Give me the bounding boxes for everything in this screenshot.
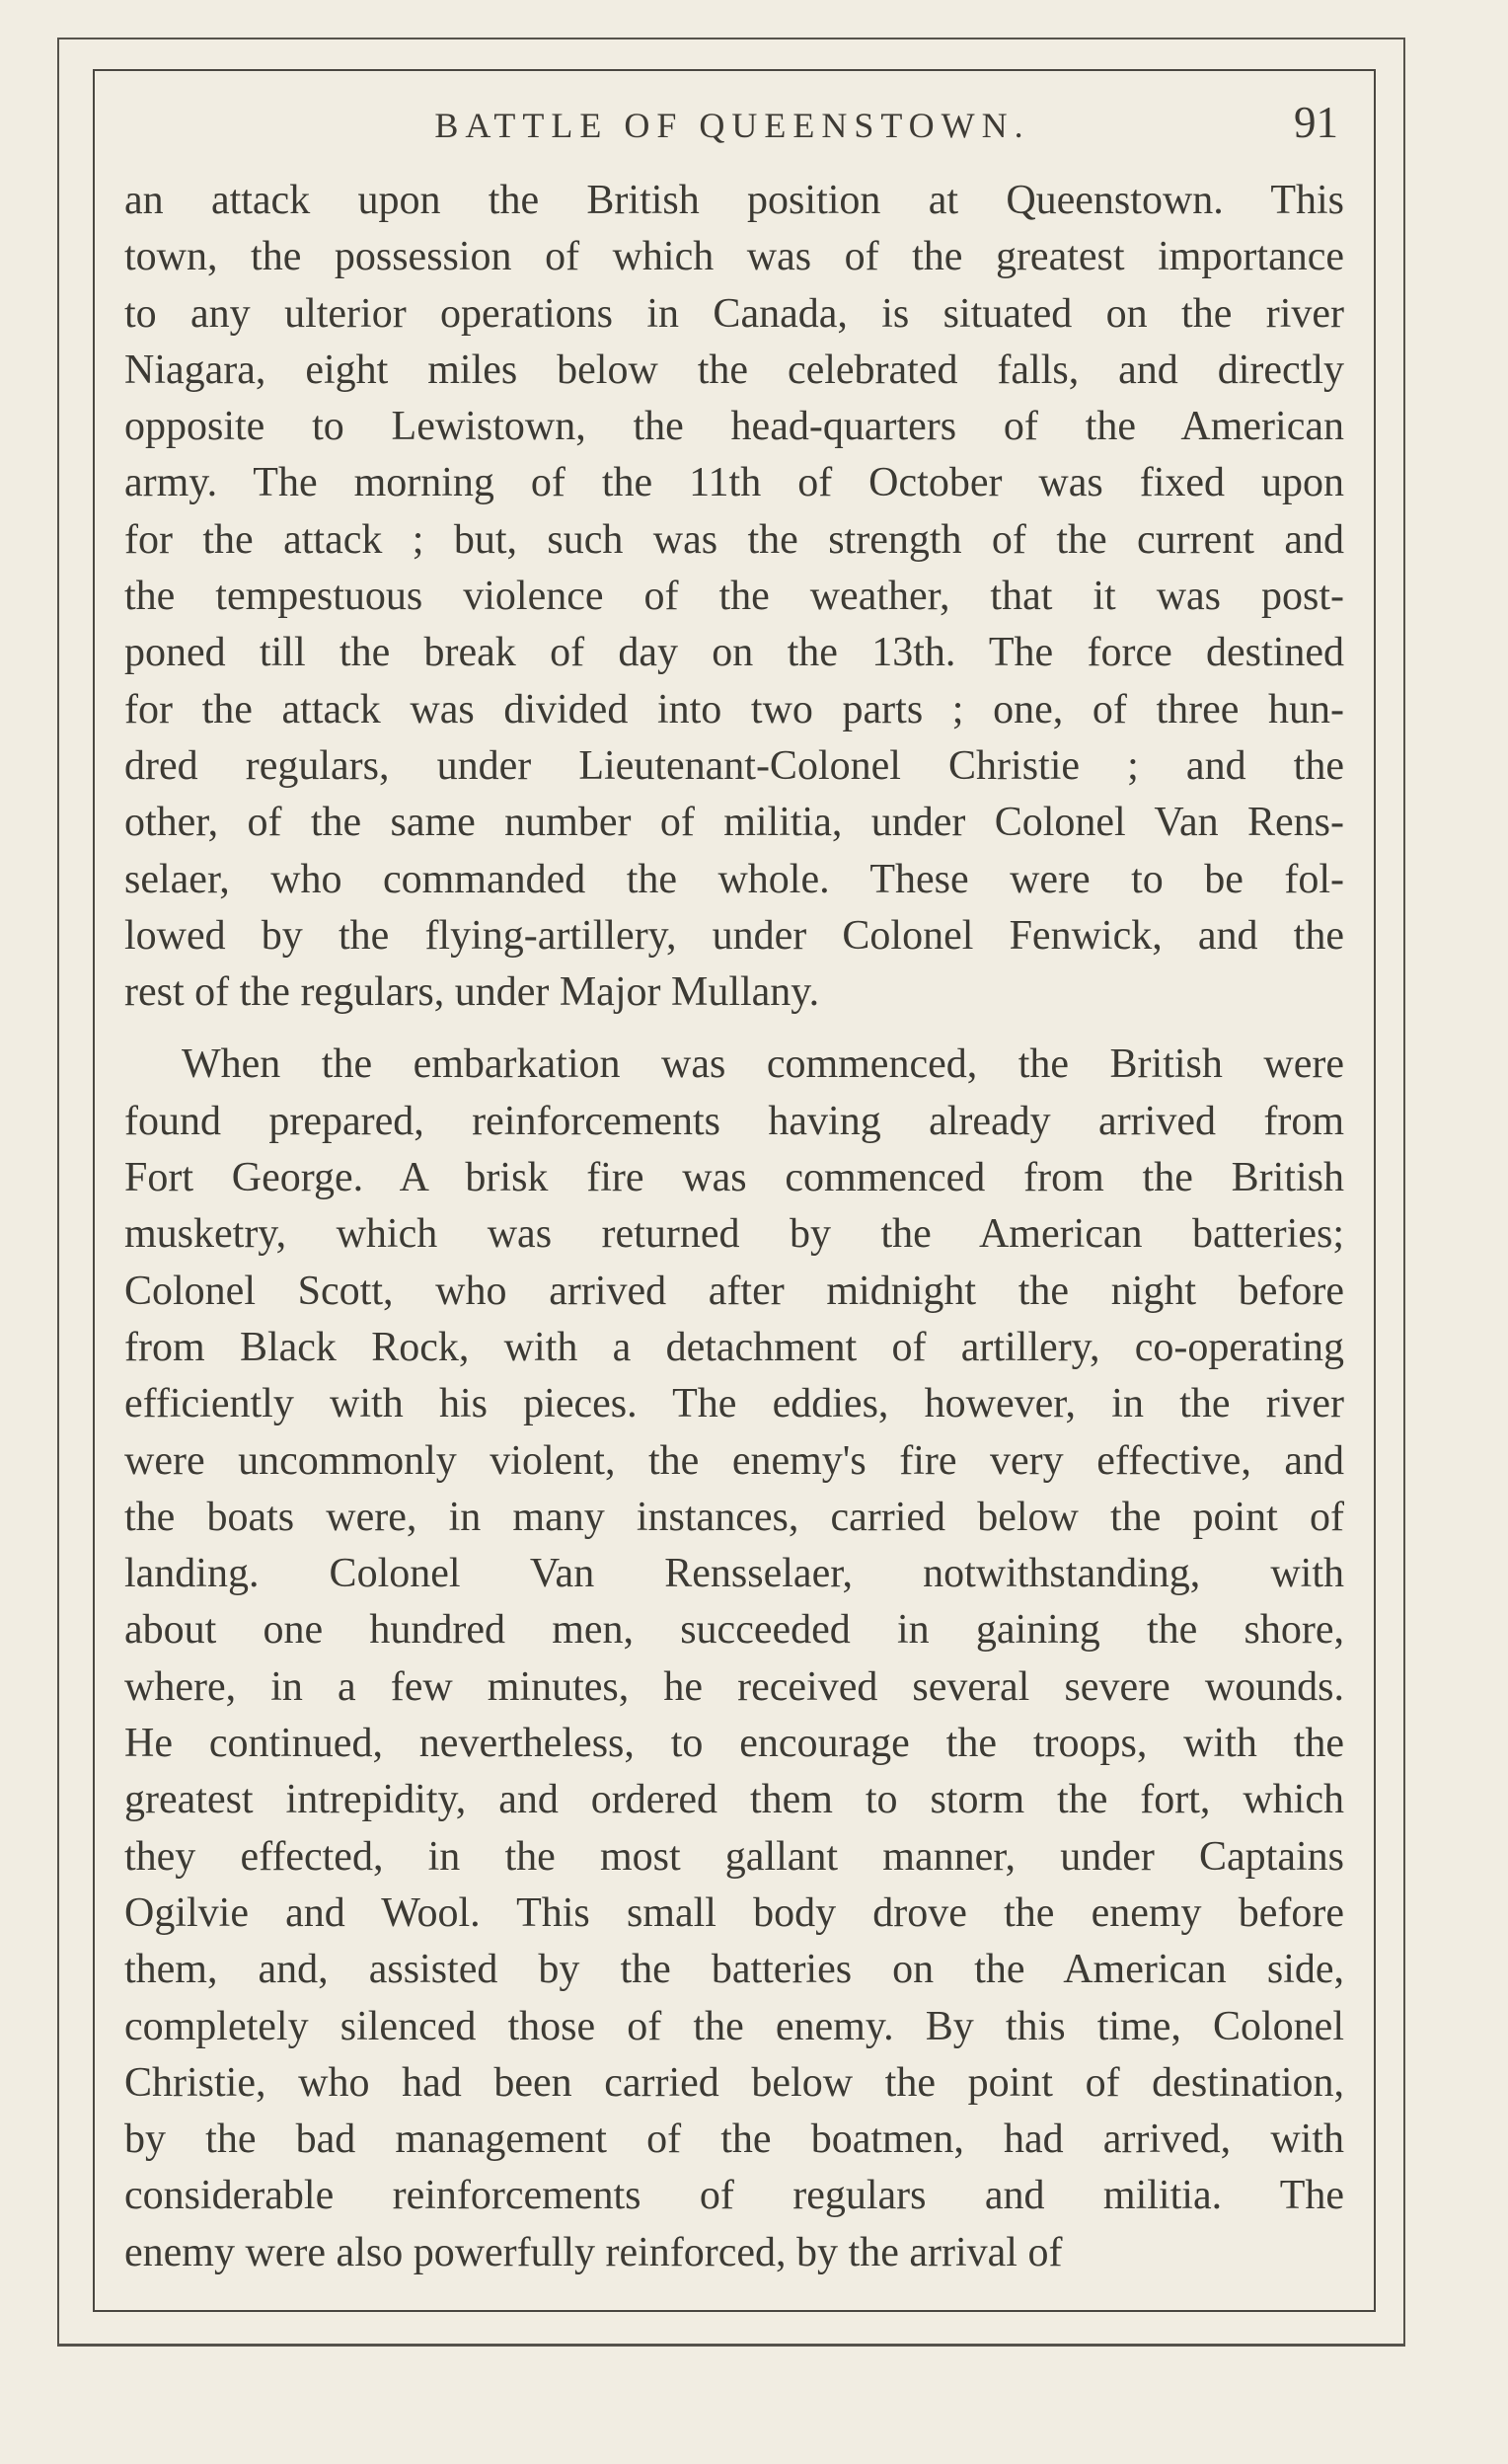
- text-line: opposite to Lewistown, the head-quarters of the American: [124, 404, 1344, 450]
- text-line: Fort George. A brisk fire was commenced from the British: [124, 1155, 1344, 1201]
- text-line: rest of the regulars, under Major Mullany.: [124, 969, 820, 1016]
- text-line: selaer, who commanded the whole. These were to be fol-: [124, 856, 1344, 902]
- running-head: [120, 97, 1344, 156]
- text-line: efficiently with his pieces. The eddies, however, in the river: [124, 1381, 1344, 1427]
- text-line: enemy were also powerfully reinforced, by the arrival of: [124, 2229, 1063, 2275]
- text-line: an attack upon the British position at Queenstown. This: [124, 178, 1344, 223]
- text-line: lowed by the flying-artillery, under Colonel Fenwick, and the: [124, 912, 1344, 959]
- text-line: completely silenced those of the enemy. By this time, Colonel: [124, 2003, 1344, 2049]
- text-line: Colonel Scott, who arrived after midnight the night before: [124, 1268, 1344, 1314]
- text-line: they effected, in the most gallant manner, under Captains: [124, 1833, 1344, 1880]
- text-line: to any ulterior operations in Canada, is situated on the river: [124, 290, 1344, 337]
- text-line: for the attack ; but, such was the strength of the current and: [124, 516, 1344, 563]
- text-line: army. The morning of the 11th of October was fixed upon: [124, 460, 1344, 506]
- text-line: found prepared, reinforcements having already arrived from: [124, 1098, 1344, 1144]
- text-line: Christie, who had been carried below the point of destination,: [124, 2059, 1344, 2106]
- chapter-running-title: BATTLE OF QUEENSTOWN.: [434, 106, 1030, 145]
- paragraph-2: [124, 1037, 1344, 2281]
- text-line: were uncommonly violent, the enemy's fire very effective, and: [124, 1437, 1344, 1484]
- text-line: greatest intrepidity, and ordered them to storm the fort, which: [124, 1777, 1344, 1823]
- text-line: from Black Rock, with a detachment of artillery, co-operating: [124, 1324, 1344, 1370]
- text-line: the boats were, in many instances, carried below the point of: [124, 1494, 1344, 1540]
- text-line: poned till the break of day on the 13th. The force destined: [124, 630, 1344, 676]
- text-line: Ogilvie and Wool. This small body drove the enemy before: [124, 1889, 1344, 1936]
- text-line: by the bad management of the boatmen, had arrived, with: [124, 2117, 1344, 2163]
- body-text: [124, 173, 1344, 2281]
- text-line: them, and, assisted by the batteries on the American side,: [124, 1947, 1344, 1993]
- text-line: the tempestuous violence of the weather, that it was post-: [124, 574, 1344, 620]
- page-number: 91: [1294, 98, 1338, 147]
- text-line: musketry, which was returned by the American batteries;: [124, 1211, 1344, 1258]
- text-line: He continued, nevertheless, to encourage the troops, with the: [124, 1721, 1344, 1767]
- text-line: about one hundred men, succeeded in gaining the shore,: [124, 1607, 1344, 1654]
- text-line: Niagara, eight miles below the celebrated falls, and directly: [124, 346, 1344, 393]
- text-line: town, the possession of which was of the greatest importance: [124, 234, 1344, 280]
- text-line: dred regulars, under Lieutenant-Colonel Christie ; and the: [124, 742, 1344, 789]
- text-line: other, of the same number of militia, under Colonel Van Rens-: [124, 800, 1344, 846]
- paragraph-gap: [124, 1021, 1344, 1037]
- paragraph-1: [124, 173, 1344, 1021]
- text-line: for the attack was divided into two parts ; one, of three hun-: [124, 686, 1344, 732]
- text-line: When the embarkation was commenced, the British were: [182, 1041, 1344, 1088]
- text-line: considerable reinforcements of regulars and militia. The: [124, 2173, 1344, 2219]
- text-line: landing. Colonel Van Rensselaer, notwithstanding, with: [124, 1551, 1344, 1597]
- text-line: where, in a few minutes, he received several severe wounds.: [124, 1663, 1344, 1710]
